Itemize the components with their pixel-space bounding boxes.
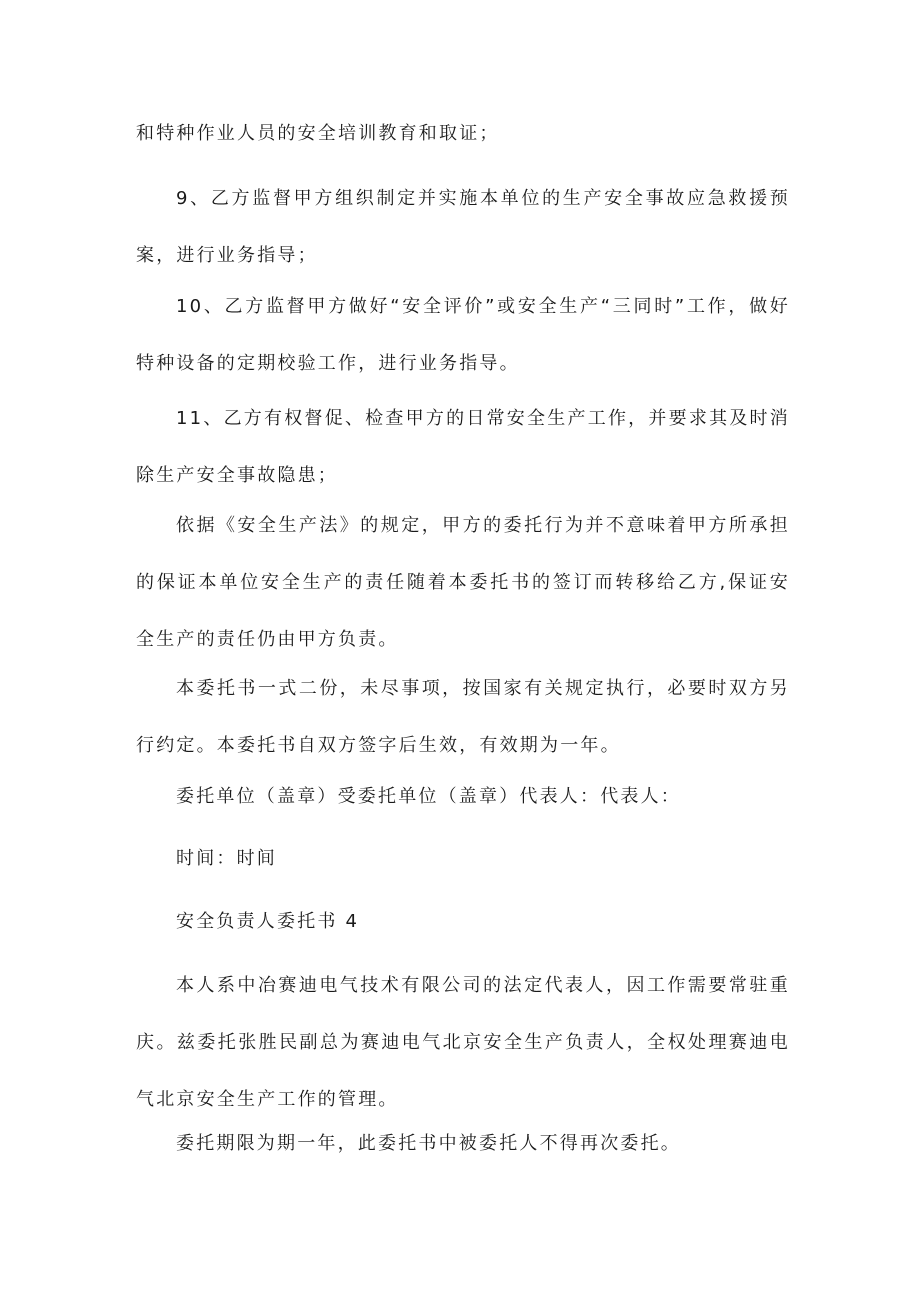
paragraph-item-9: 9、乙方监督甲方组织制定并实施本单位的生产安全事故应急救援预案，进行业务指导；	[136, 188, 790, 266]
section-heading: 安全负责人委托书 4	[176, 911, 360, 932]
paragraph-term: 委托期限为期一年，此委托书中被委托人不得再次委托。	[176, 1133, 681, 1154]
paragraph-continued-training: 和特种作业人员的安全培训教育和取证；	[136, 123, 500, 144]
paragraph-item-10: 10、乙方监督甲方做好“安全评价”或安全生产“三同时”工作，做好特种设备的定期校验工作，进行业务指导。	[136, 296, 790, 374]
paragraph-item-11: 11、乙方有权督促、检查甲方的日常安全生产工作，并要求其及时消除生产安全事故隐患；	[136, 408, 790, 486]
paragraph-delegation: 本人系中冶赛迪电气技术有限公司的法定代表人，因工作需要常驻重庆。兹委托张胜民副总为赛迪电气北京安全生产负责人，全权处理赛迪电气北京安全生产工作的管理。	[136, 975, 790, 1110]
paragraph-copies-validity: 本委托书一式二份，未尽事项，按国家有关规定执行，必要时双方另行约定。本委托书自双方签字后生效，有效期为一年。	[136, 678, 790, 756]
paragraph-date-line: 时间：时间	[176, 848, 277, 869]
paragraph-signature-line: 委托单位（盖章）受委托单位（盖章）代表人：代表人：	[176, 786, 681, 807]
paragraph-legal-basis: 依据《安全生产法》的规定，甲方的委托行为并不意味着甲方所承担的保证本单位安全生产的责任随着本委托书的签订而转移给乙方,保证安全生产的责任仍由甲方负责。	[136, 515, 790, 650]
